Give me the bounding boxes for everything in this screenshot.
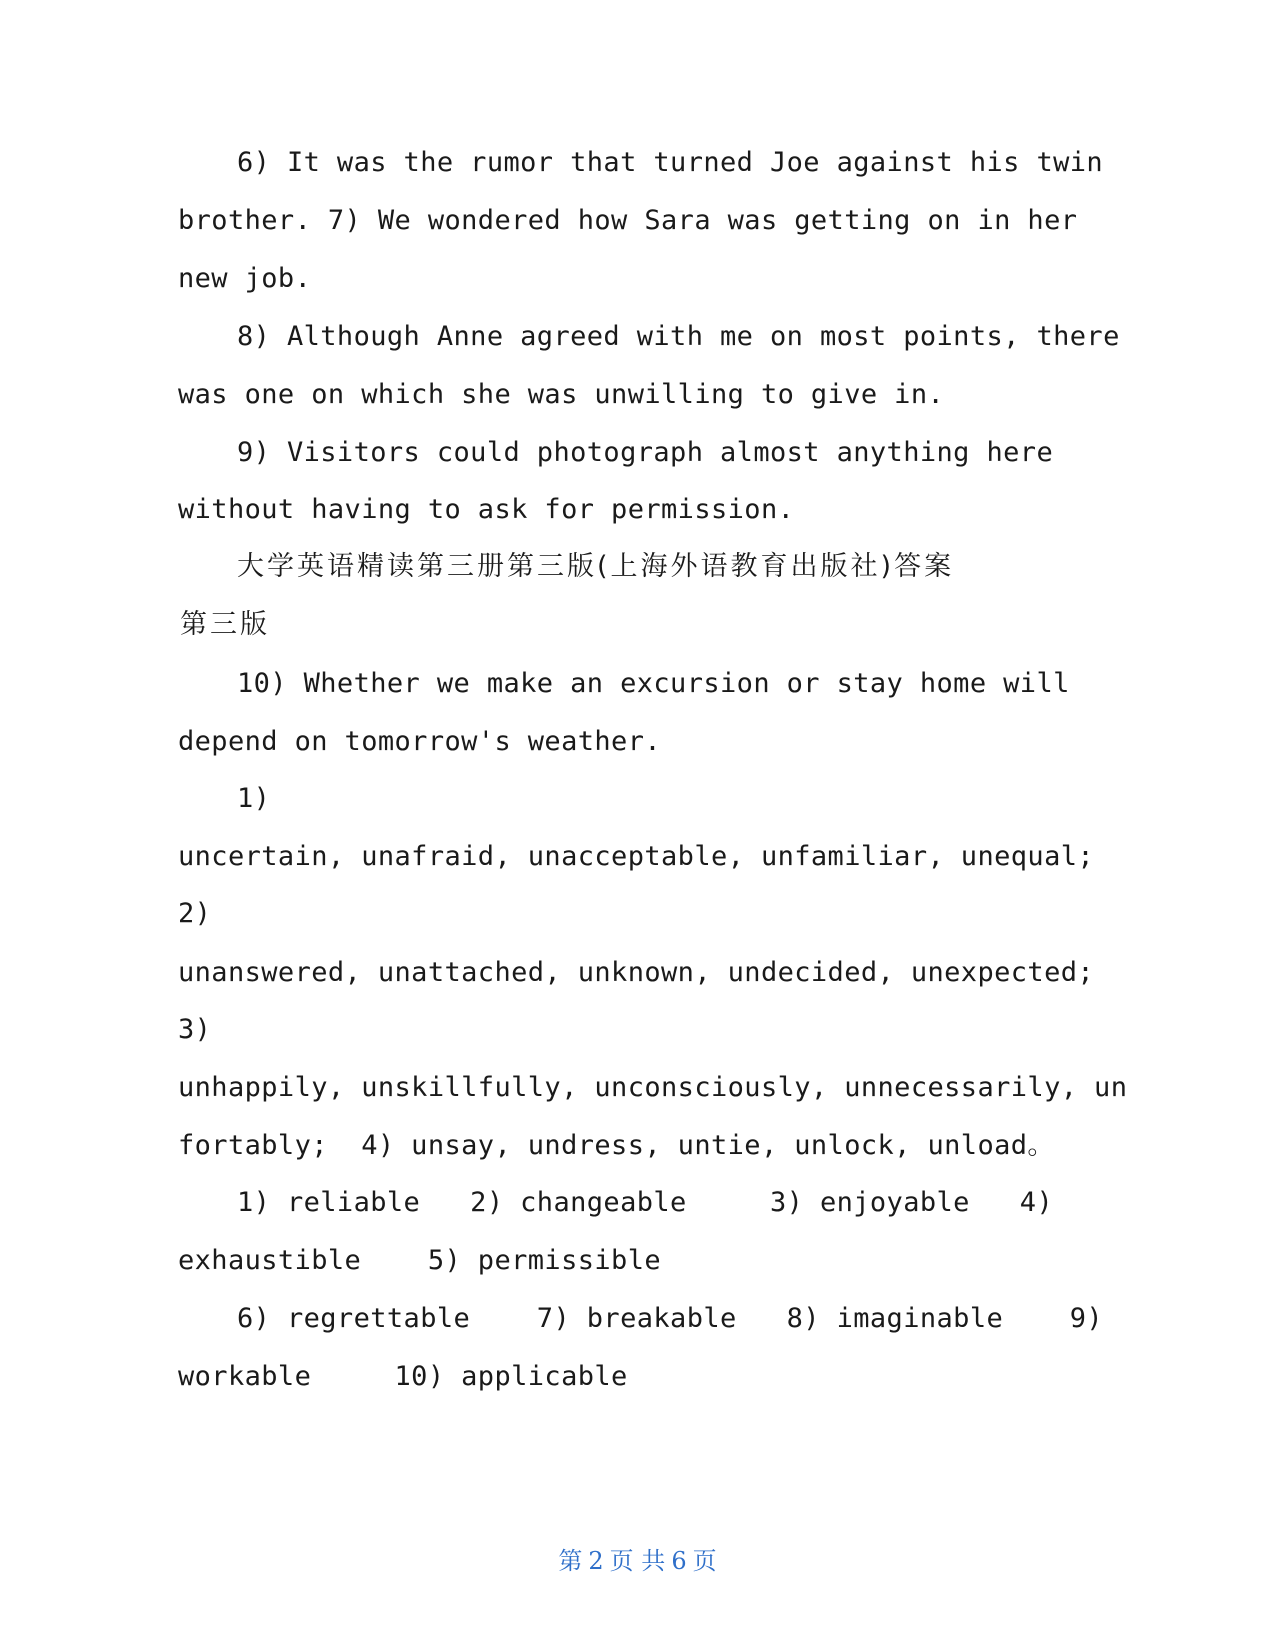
text-line: depend on tomorrow's weather. [178, 726, 662, 757]
text-line: fortably; 4) unsay, undress, untie, unlock, unload。 [178, 1130, 1055, 1161]
footer-suffix: 页 [692, 1547, 717, 1575]
text-line: unanswered, unattached, unknown, undecided, unexpected; [178, 957, 1095, 988]
text-line: 8) Although Anne agreed with me on most points, there [237, 321, 1120, 352]
text-line: exhaustible 5) permissible [178, 1245, 662, 1276]
text-line: 10) Whether we make an excursion or stay home will [237, 668, 1070, 699]
current-page-number: 2 [588, 1547, 604, 1575]
text-line: brother. 7) We wondered how Sara was getting on in her [178, 205, 1078, 236]
text-line: without having to ask for permission. [178, 494, 795, 525]
text-line: 6) regrettable 7) breakable 8) imaginable 9) [237, 1303, 1104, 1334]
total-pages-number: 6 [671, 1547, 687, 1575]
text-line: workable 10) applicable [178, 1361, 628, 1392]
footer-prefix: 第 [558, 1547, 583, 1575]
text-line: 9) Visitors could photograph almost anything here [237, 437, 1054, 468]
text-line: 2) [178, 898, 212, 929]
footer-mid: 页 共 [609, 1547, 666, 1575]
text-line: new job. [178, 263, 312, 294]
text-line: uncertain, unafraid, unacceptable, unfamiliar, unequal; [178, 841, 1095, 872]
text-line: unhappily, unskillfully, unconsciously, unnecessarily, un [178, 1072, 1128, 1103]
text-line: 大学英语精读第三册第三版(上海外语教育出版社)答案 [237, 551, 955, 582]
text-line: 1) [237, 783, 271, 814]
text-line: 6) It was the rumor that turned Joe against his twin [237, 147, 1104, 178]
text-line: 1) reliable 2) changeable 3) enjoyable 4) [237, 1187, 1054, 1218]
text-line: 3) [178, 1014, 212, 1045]
text-line: 第三版 [180, 609, 270, 640]
page-footer [0, 1546, 1275, 1576]
text-line: was one on which she was unwilling to give in. [178, 379, 945, 410]
